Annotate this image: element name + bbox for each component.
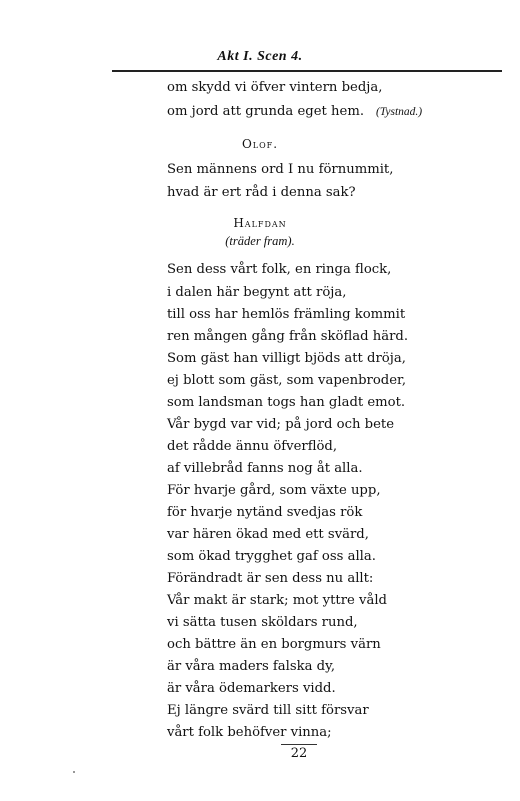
verse-line: Som gäst han villigt bjöds att dröja, [167,351,406,366]
verse-line: Vår makt är stark; mot yttre våld [167,593,387,608]
stage-direction: (Tystnad.) [376,106,423,118]
verse-line: Sen männens ord I nu förnummit, [167,162,394,177]
verse-line: Sen dess vårt folk, en ringa flock, [167,262,392,277]
verse-line: Vår bygd var vid; på jord och bete [167,417,395,432]
verse-line: Förändradt är sen dess nu allt: [167,571,374,586]
verse-line: till oss har hemlös främling kommit [167,307,406,322]
page-number: 22 [290,746,308,761]
footer-rule [281,744,317,745]
speaker-name-olof: Olof. [241,137,279,151]
verse-line: hvad är ert råd i denna sak? [167,185,356,200]
verse-line: ren mången gång från sköflad härd. [167,329,409,344]
verse-line [167,104,422,119]
verse-line: för hvarje nytänd svedjas rök [167,505,363,520]
verse-line: det rådde ännu öfverflöd, [167,439,338,454]
verse-line: vi sätta tusen sköldars rund, [167,615,358,630]
verse-line: är våra maders falska dy, [167,659,336,674]
header-rule [112,70,502,72]
speaker-name-halfdan: Halfdan [233,216,287,230]
verse-line: Ej längre svärd till sitt försvar [167,703,369,718]
verse-line: om skydd vi öfver vintern bedja, [167,80,383,95]
verse-line: och bättre än en borgmurs värn [167,637,381,652]
paper-speck [73,771,75,773]
running-header: Akt I. Scen 4. [217,49,303,64]
verse-line: var hären ökad med ett svärd, [167,527,369,542]
verse-line: är våra ödemarkers vidd. [167,681,336,696]
verse-line: ej blott som gäst, som vapenbroder, [167,373,407,388]
verse-text: om jord att grunda eget hem. [167,104,365,119]
verse-line: i dalen här begynt att röja, [167,285,347,300]
verse-line: För hvarje gård, som växte upp, [167,483,381,498]
verse-line: som landsman togs han gladt emot. [167,395,406,410]
verse-line: som ökad trygghet gaf oss alla. [167,549,376,564]
speaker-direction: (träder fram). [225,234,295,248]
verse-line: vårt folk behöfver vinna; [167,725,332,740]
verse-line: af villebråd fanns nog åt alla. [167,461,363,476]
